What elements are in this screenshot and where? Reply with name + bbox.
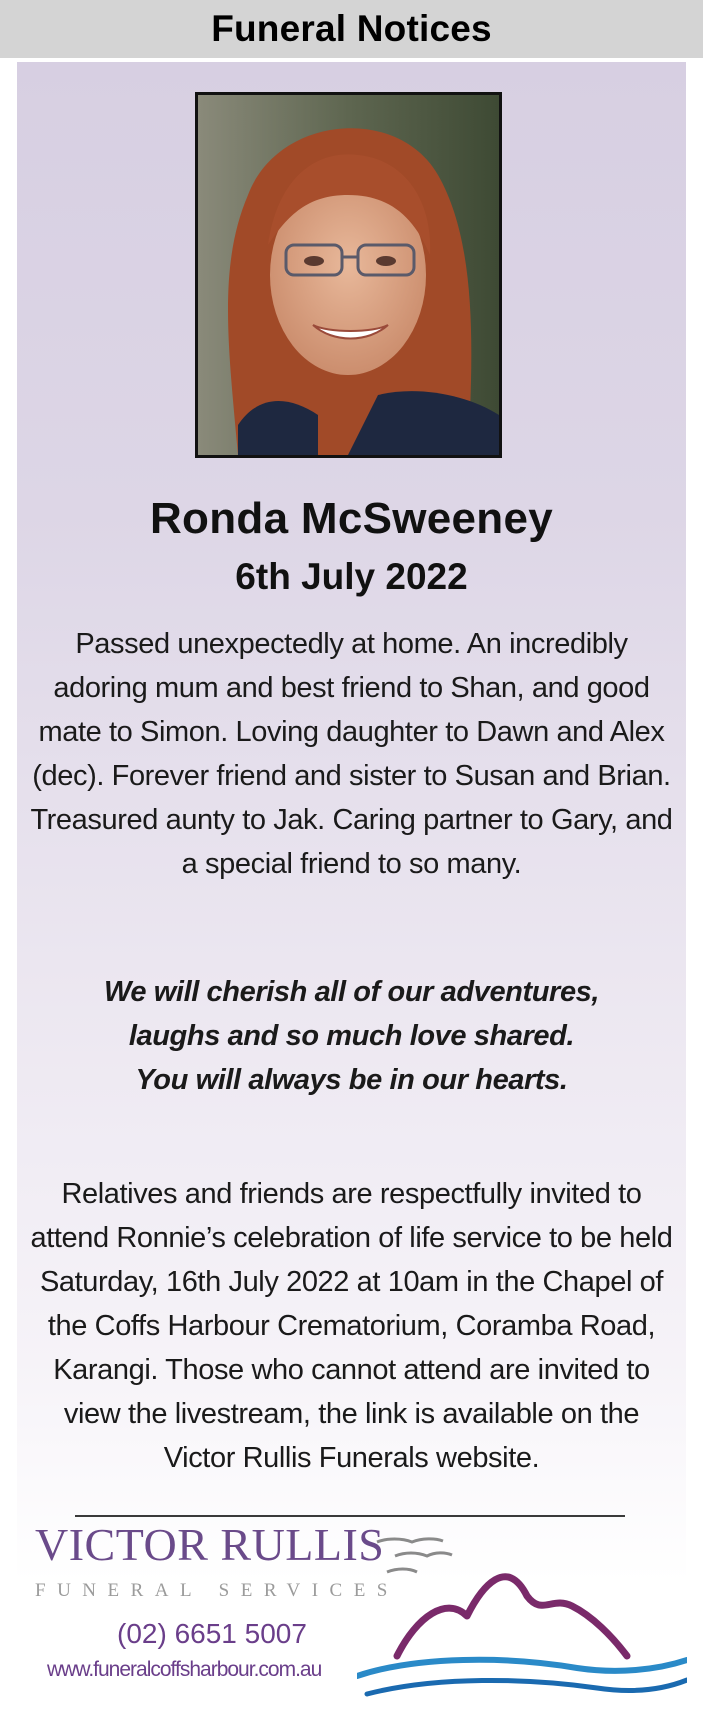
date-of-death: 6th July 2022 (235, 556, 468, 597)
mountains-waves-birds-logo (357, 1536, 687, 1714)
page-header (0, 0, 703, 58)
deceased-name: Ronda McSweeney (149, 494, 554, 543)
tribute-line: laughs and so much love shared. (128, 1020, 575, 1052)
page-title: Funeral Notices (211, 8, 492, 49)
bird-icon (387, 1569, 417, 1572)
tribute-line: You will always be in our hearts. (135, 1064, 568, 1096)
wave-icon (357, 1660, 687, 1676)
bird-icon (395, 1553, 452, 1556)
tribute-verse (27, 970, 676, 1102)
wave-icon (367, 1680, 687, 1694)
tribute-line: We will cherish all of our adventures, (103, 976, 600, 1008)
funeral-home-website[interactable]: www.funeralcoffsharbour.com.au (47, 1658, 322, 1681)
notice-paragraph-2: Relatives and friends are respectfully invited to attend Ronnie’s celebration of life service to be held Saturday, 16th July 2022 at 10am in the Chapel of the Coffs Harbour Crematorium, Coramba Road, Karangi. Those who cannot attend are invited to view the livestream, the link is available on the Victor Rullis Funerals website. (30, 1178, 673, 1474)
portrait-photo (195, 92, 502, 458)
mountain-icon (397, 1577, 627, 1656)
notice-paragraph-1: Passed unexpectedly at home. An incredibly adoring mum and best friend to Shan, and good mate to Simon. Loving daughter to Dawn and Alex (dec). Forever friend and sister to Susan and Brian. Treasured aunty to Jak. Caring partner to Gary, and a special friend to so many. (30, 628, 673, 880)
funeral-notice (17, 62, 686, 1723)
funeral-home-name: VICTOR RULLIS (35, 1519, 385, 1570)
funeral-home-subtitle: FUNERAL SERVICES (35, 1580, 399, 1601)
portrait-illustration (198, 95, 499, 455)
divider-line (75, 1515, 625, 1517)
bird-icon (377, 1539, 443, 1542)
funeral-home-phone: (02) 6651 5007 (117, 1618, 307, 1649)
